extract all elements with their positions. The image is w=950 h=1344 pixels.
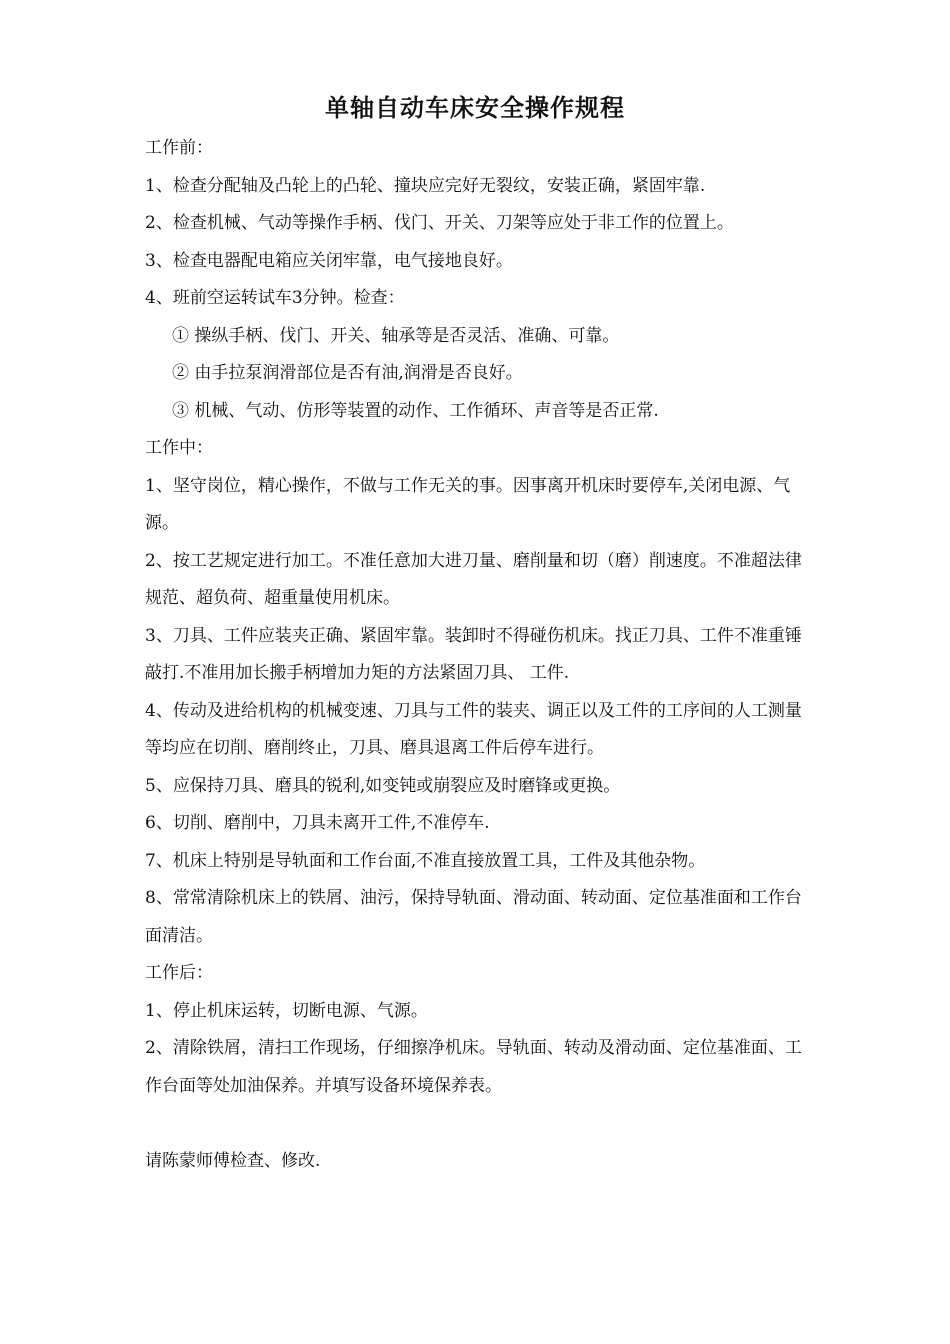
section-heading-before: 工作前： (145, 138, 213, 158)
after-item: 1、停止机床运转，切断电源、气源。 (145, 1000, 428, 1021)
spacer (145, 1105, 810, 1143)
before-subitem: ① 操纵手柄、伐门、开关、轴承等是否灵活、准确、可靠。 (172, 325, 620, 346)
during-item: 2、按工艺规定进行加工。不准任意加大进刀量、磨削量和切（磨）削速度。不准超法律规范、超负荷、超重量使用机床。 (145, 550, 802, 608)
before-item: 1、检查分配轴及凸轮上的凸轮、撞块应完好无裂纹，安装正确，紧固牢靠. (145, 175, 706, 196)
during-item: 1、坚守岗位，精心操作，不做与工作无关的事。因事离开机床时要停车,关闭电源、气源。 (145, 475, 791, 533)
during-item: 8、常常清除机床上的铁屑、油污，保持导轨面、滑动面、转动面、定位基准面和工作台面清洁。 (145, 888, 802, 946)
during-item: 3、刀具、工件应装夹正确、紧固牢靠。装卸时不得碰伤机床。找正刀具、工件不准重锤敲打.不准用加长搬手柄增加力矩的方法紧固刀具、 工件. (145, 625, 802, 683)
before-item: 2、检查机械、气动等操作手柄、伐门、开关、刀架等应处于非工作的位置上。 (145, 213, 734, 233)
section-heading-after: 工作后： (145, 963, 213, 983)
during-item: 4、传动及进给机构的机械变速、刀具与工件的装夹、调正以及工件的工序间的人工测量等均应在切削、磨削终止，刀具、磨具退离工件后停车进行。 (145, 700, 802, 758)
document-body (145, 130, 810, 1180)
after-item: 2、清除铁屑，清扫工作现场，仔细擦净机床。导轨面、转动及滑动面、定位基准面、工作台面等处加油保养。并填写设备环境保养表。 (145, 1038, 802, 1096)
during-item: 5、应保持刀具、磨具的锐利,如变钝或崩裂应及时磨锋或更换。 (145, 775, 621, 796)
during-item: 7、机床上特别是导轨面和工作台面,不准直接放置工具，工件及其他杂物。 (145, 850, 706, 871)
before-subitem: ③ 机械、气动、仿形等装置的动作、工作循环、声音等是否正常. (172, 400, 659, 421)
document-title: 单轴自动车床安全操作规程 (325, 94, 625, 122)
before-subitem: ② 由手拉泵润滑部位是否有油,润滑是否良好。 (172, 363, 523, 383)
before-item: 4、班前空运转试车3分钟。检查： (145, 288, 405, 308)
during-item: 6、切削、磨削中，刀具未离开工件,不准停车. (145, 813, 490, 833)
section-heading-during: 工作中： (145, 438, 213, 458)
before-item: 3、检查电器配电箱应关闭牢靠，电气接地良好。 (145, 250, 513, 271)
closing-note: 请陈蒙师傅检查、修改. (145, 1150, 321, 1171)
